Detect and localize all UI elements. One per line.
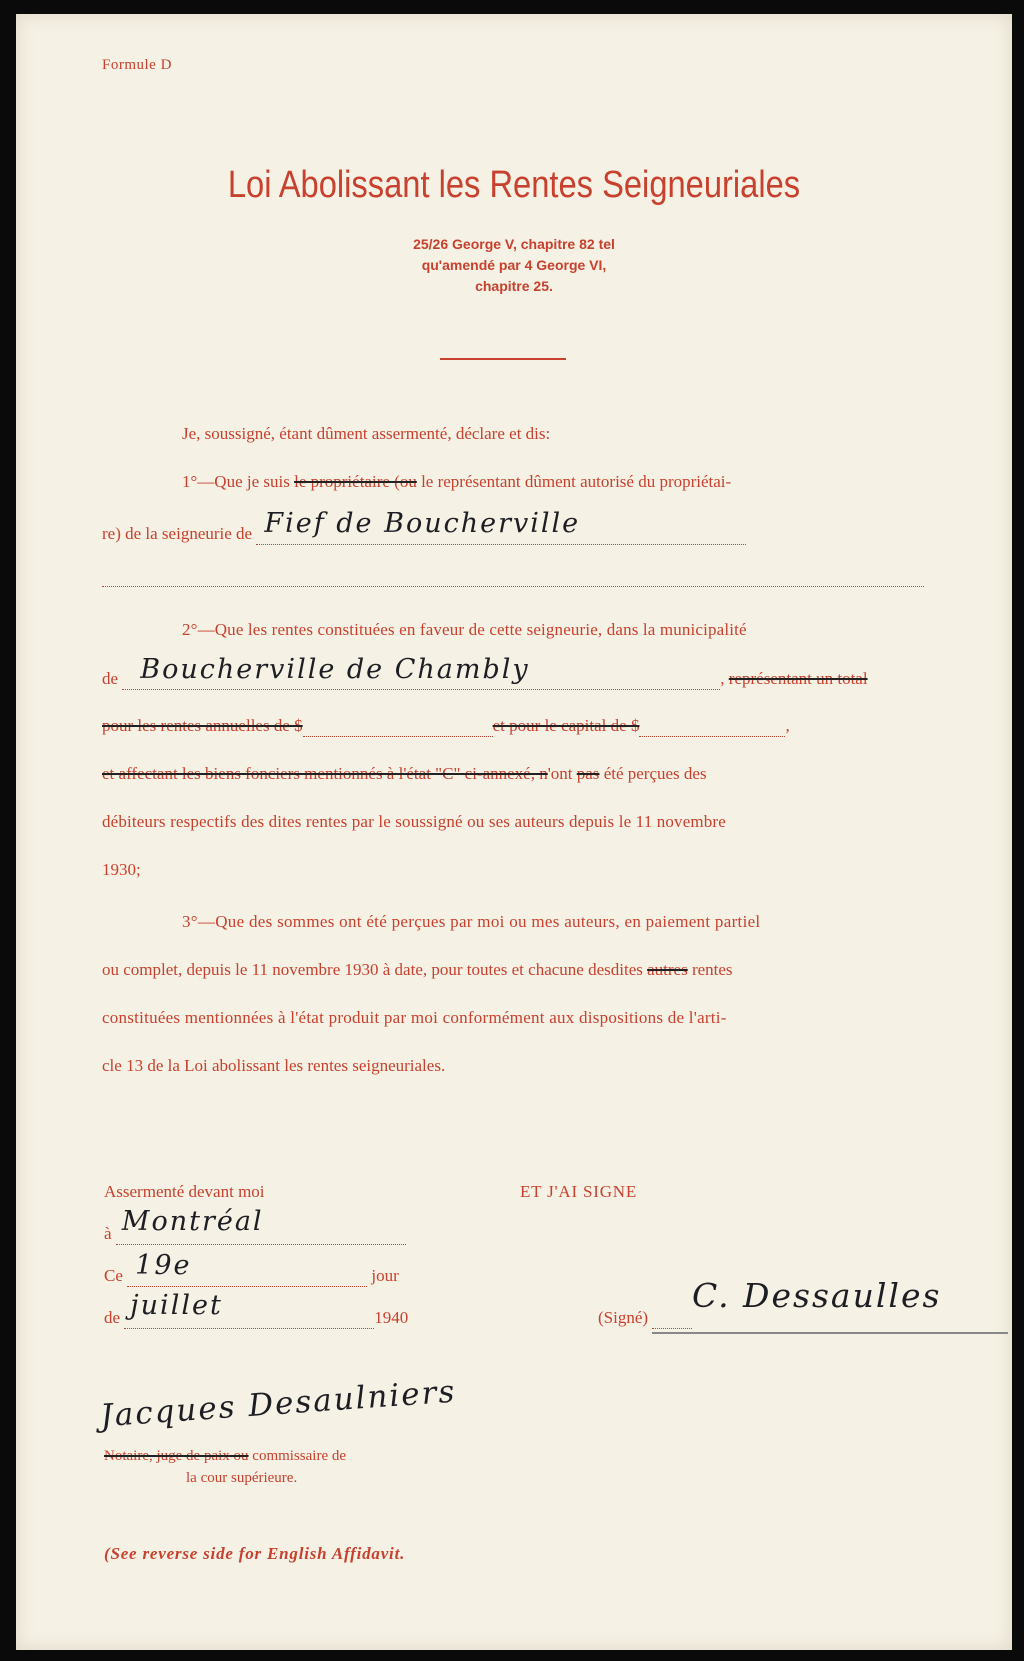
para1-line1 xyxy=(182,472,731,492)
day-handwritten: 19e xyxy=(135,1250,192,1281)
para2-line4 xyxy=(102,764,707,784)
seigneurie-handwritten: Fief de Boucherville xyxy=(264,508,581,539)
oath-ce-label: Ce xyxy=(104,1266,123,1285)
para3-line2-a: ou complet, depuis le 11 novembre 1930 à date, pour toutes et chacune desdites xyxy=(102,960,648,979)
statute-line: chapitre 25. xyxy=(475,278,553,294)
struck-text: Notaire, juge de paix ou xyxy=(104,1448,249,1464)
para3-line2 xyxy=(102,960,733,980)
para2-ont: 'ont xyxy=(547,764,577,783)
para3-line1: 3°—Que des sommes ont été perçues par moi ou mes auteurs, en paiement partiel xyxy=(182,912,761,931)
struck-text: et affectant les biens fonciers mentionnés à l'état "C" ci-annexé, n xyxy=(102,764,548,783)
oath-month-line xyxy=(104,1290,409,1329)
commissioner-signature: Jacques Desaulniers xyxy=(99,1373,458,1435)
day-field xyxy=(127,1250,367,1287)
statute-line: 25/26 George V, chapitre 82 tel xyxy=(413,236,615,252)
intro-text: Je, soussigné, étant dûment assermenté, déclare et dis: xyxy=(182,424,551,443)
oath-year: 1940 xyxy=(374,1308,409,1327)
oath-heading: Assermenté devant moi xyxy=(104,1182,265,1201)
title-divider xyxy=(440,358,566,360)
struck-text: le propriétaire (ou xyxy=(294,472,417,491)
blank-dotted-line xyxy=(102,586,924,587)
blank-field xyxy=(303,716,493,737)
month-handwritten: juillet xyxy=(130,1290,223,1321)
signed-line xyxy=(598,1308,692,1329)
para2-line2: de Boucherville de Chambly , représentant un total xyxy=(102,654,868,688)
signed-dots xyxy=(652,1308,692,1329)
commissioner-title-rest: commissaire de xyxy=(248,1448,347,1464)
oath-jour-label: jour xyxy=(371,1266,399,1285)
seigneurie-field xyxy=(256,508,746,545)
para2-line6: 1930; xyxy=(102,860,141,879)
month-field xyxy=(124,1290,374,1329)
commissioner-title xyxy=(104,1448,346,1465)
place-field xyxy=(116,1206,406,1245)
statute-reference xyxy=(354,234,674,297)
statute-line: qu'amendé par 4 George VI, xyxy=(421,257,607,273)
struck-text: représentant un total xyxy=(728,669,868,688)
para1-line2 xyxy=(102,508,746,545)
struck-text: autres xyxy=(647,960,688,979)
blank-field xyxy=(639,716,785,737)
struck-text: et pour le capital de $ xyxy=(492,716,640,735)
para3-line4: cle 13 de la Loi abolissant les rentes seigneuriales. xyxy=(102,1056,446,1075)
struck-text: pour les rentes annuelles de $ xyxy=(102,716,303,735)
oath-place-line xyxy=(104,1206,406,1245)
declarant-heading: ET J'AI SIGNE xyxy=(520,1182,638,1201)
struck-text: pas xyxy=(576,764,600,783)
declarant-signature: C. Dessaulles xyxy=(692,1276,942,1315)
english-affidavit-note: (See reverse side for English Affidavit. xyxy=(104,1544,406,1563)
para3-line2-b: rentes xyxy=(687,960,733,979)
form-label: Formule D xyxy=(102,57,172,73)
oath-day-line xyxy=(104,1250,399,1287)
para2-line3: pour les rentes annuelles de $ et pour le capital de $ , xyxy=(102,716,790,735)
signature-underline xyxy=(652,1332,1008,1334)
para1-prefix: 1°—Que je suis xyxy=(182,472,295,491)
para3-line3: constituées mentionnées à l'état produit par moi conformément aux dispositions de l'arti- xyxy=(102,1008,727,1027)
oath-de-label: de xyxy=(104,1308,121,1327)
place-handwritten: Montréal xyxy=(121,1206,264,1237)
affidavit-sheet xyxy=(16,14,1012,1650)
para2-line2-prefix: de xyxy=(102,669,119,688)
signed-label: (Signé) xyxy=(598,1308,649,1327)
para1-rest: le représentant dûment autorisé du propriétai- xyxy=(416,472,732,491)
para2-line1: 2°—Que les rentes constituées en faveur de cette seigneurie, dans la municipalité xyxy=(182,620,747,639)
para2-line4-rest: été perçues des xyxy=(599,764,707,783)
commissioner-title-line2: la cour supérieure. xyxy=(186,1470,298,1486)
para1-line2-prefix: re) de la seigneurie de xyxy=(102,524,253,543)
municipalite-handwritten: Boucherville de Chambly xyxy=(140,654,530,685)
para2-line5: débiteurs respectifs des dites rentes par le soussigné ou ses auteurs depuis le 11 novembre xyxy=(102,812,726,831)
oath-a-label: à xyxy=(104,1224,112,1243)
page-title: Loi Abolissant les Rentes Seigneuriales xyxy=(227,164,801,206)
